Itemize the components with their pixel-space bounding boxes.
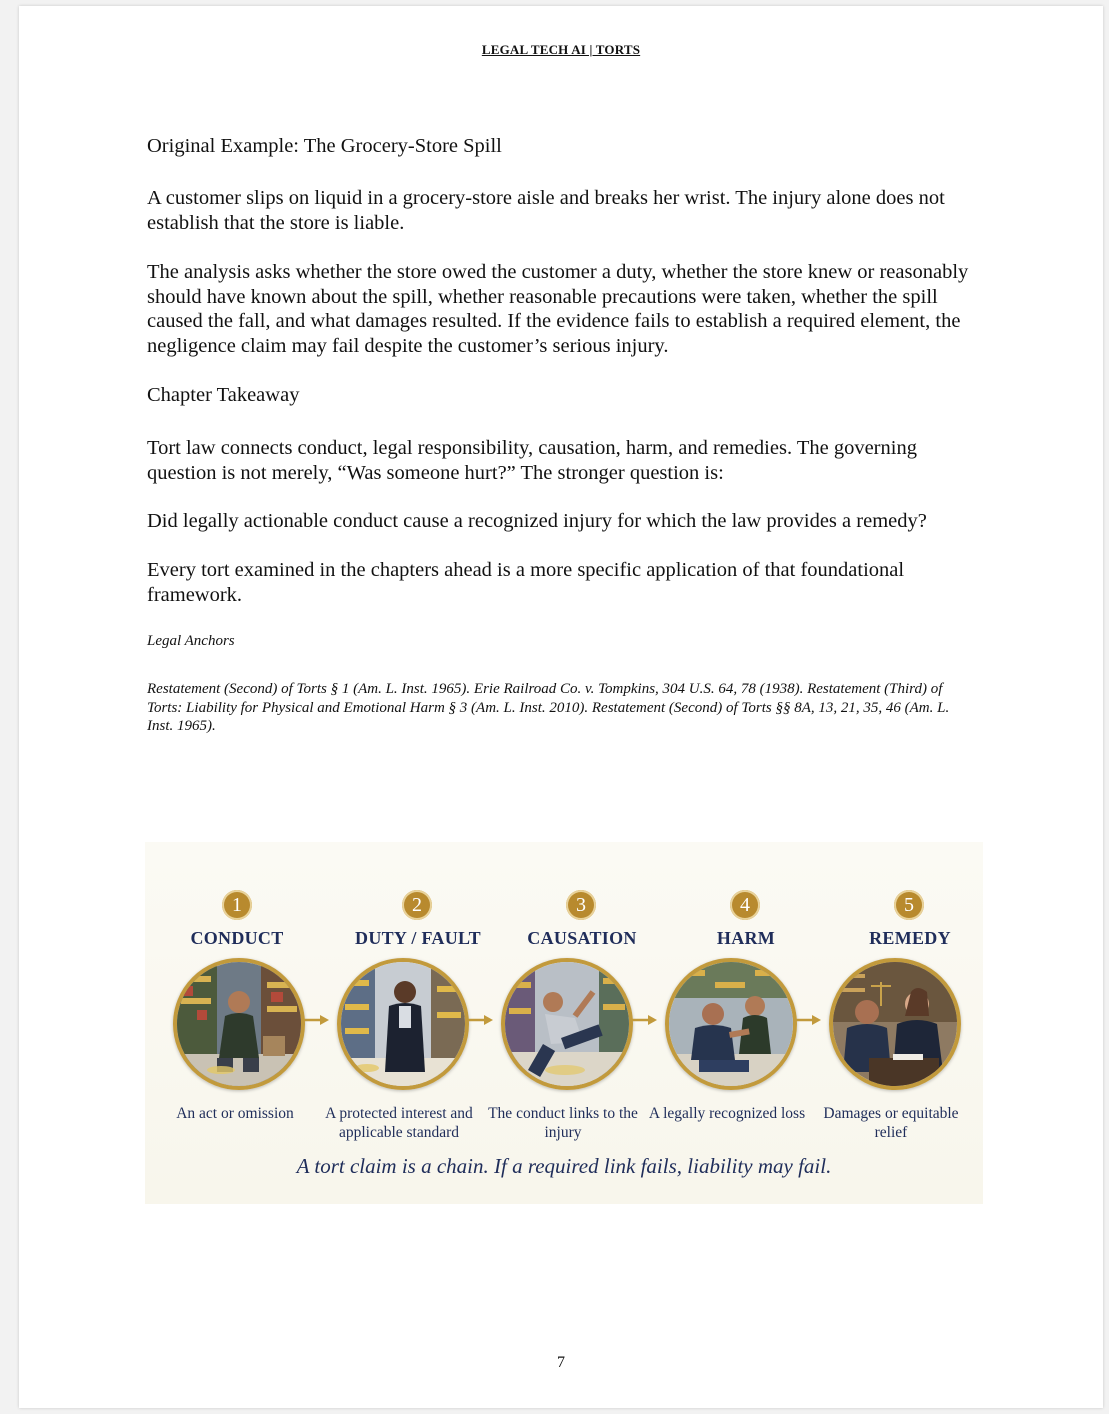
- step-5-title: REMEDY: [869, 928, 951, 948]
- paragraph-2: [147, 260, 977, 358]
- causation-illustration: [501, 958, 633, 1090]
- step-2-caption: A protected interest and applicable standard: [325, 1105, 473, 1141]
- step-4-caption: A legally recognized loss: [648, 1105, 806, 1122]
- running-header: LEGAL TECH AI | TORTS: [481, 42, 641, 57]
- tort-chain-steps: [145, 842, 983, 1204]
- step-3-title: CAUSATION: [527, 928, 637, 948]
- duty-fault-illustration: [337, 958, 469, 1090]
- legal-anchors-heading: Legal Anchors: [147, 633, 235, 649]
- paragraph-3-text: Tort law connects conduct, legal responsibility, causation, harm, and remedies. The governing question is not merely, “Was someone hurt?” The stronger question is:: [147, 437, 917, 484]
- legal-anchors-citations: Restatement (Second) of Torts § 1 (Am. L. Inst. 1965). Erie Railroad Co. v. Tompkins, 304 U.S. 64, 78 (1938). Restatement (Third) of Torts: Liability for Physical and Emotional Harm § 3 (Am. L. Inst. 2010). Restatement (Second) of Torts §§ 8A, 13, 21, 35, 46 (Am. L. Inst. 1965).: [147, 681, 950, 734]
- remedy-illustration: [829, 958, 961, 1090]
- step-2-number-badge: 2: [402, 890, 432, 920]
- paragraph-1-text: A customer slips on liquid in a grocery-store aisle and breaks her wrist. The injury alone does not establish that the store is liable.: [147, 187, 945, 234]
- paragraph-5-text: Every tort examined in the chapters ahead is a more specific application of that foundational framework.: [147, 559, 905, 606]
- step-4-number-badge: 4: [730, 890, 760, 920]
- step-4-title: HARM: [716, 928, 776, 948]
- step-1-title: CONDUCT: [190, 928, 284, 948]
- step-3-caption: The conduct links to the injury: [488, 1105, 638, 1141]
- paragraph-1: [147, 186, 977, 235]
- arrow-3-icon: [631, 1014, 657, 1026]
- arrow-2-icon: [467, 1014, 493, 1026]
- figure-caption: A tort claim is a chain. If a required link fails, liability may fail.: [296, 1154, 832, 1178]
- example-heading: Original Example: The Grocery-Store Spill: [147, 135, 502, 157]
- step-5-number-badge: 5: [894, 890, 924, 920]
- takeaway-heading: Chapter Takeaway: [147, 384, 300, 406]
- document-page: [19, 6, 1103, 1408]
- step-1-caption: An act or omission: [176, 1105, 294, 1122]
- page-number: 7: [557, 1354, 565, 1371]
- arrow-4-icon: [795, 1014, 821, 1026]
- paragraph-2-text: The analysis asks whether the store owed the customer a duty, whether the store knew or reasonably should have known about the spill, whether reasonable precautions were taken, whether the spill caused the fall, and what damages resulted. If the evidence fails to establish a required element, the negligence claim may fail despite the customer’s serious injury.: [147, 261, 969, 357]
- paragraph-3: [147, 436, 977, 485]
- harm-illustration: [665, 958, 797, 1090]
- step-1-number-badge: 1: [222, 890, 252, 920]
- step-3-number-badge: 3: [566, 890, 596, 920]
- arrow-1-icon: [303, 1014, 329, 1026]
- tort-chain-figure: [145, 842, 983, 1204]
- key-question: Did legally actionable conduct cause a recognized injury for which the law provides a remedy?: [147, 510, 927, 532]
- paragraph-5: [147, 558, 977, 607]
- step-5-caption: Damages or equitable relief: [823, 1105, 959, 1141]
- step-2-title: DUTY / FAULT: [355, 928, 481, 948]
- conduct-illustration: [173, 958, 305, 1090]
